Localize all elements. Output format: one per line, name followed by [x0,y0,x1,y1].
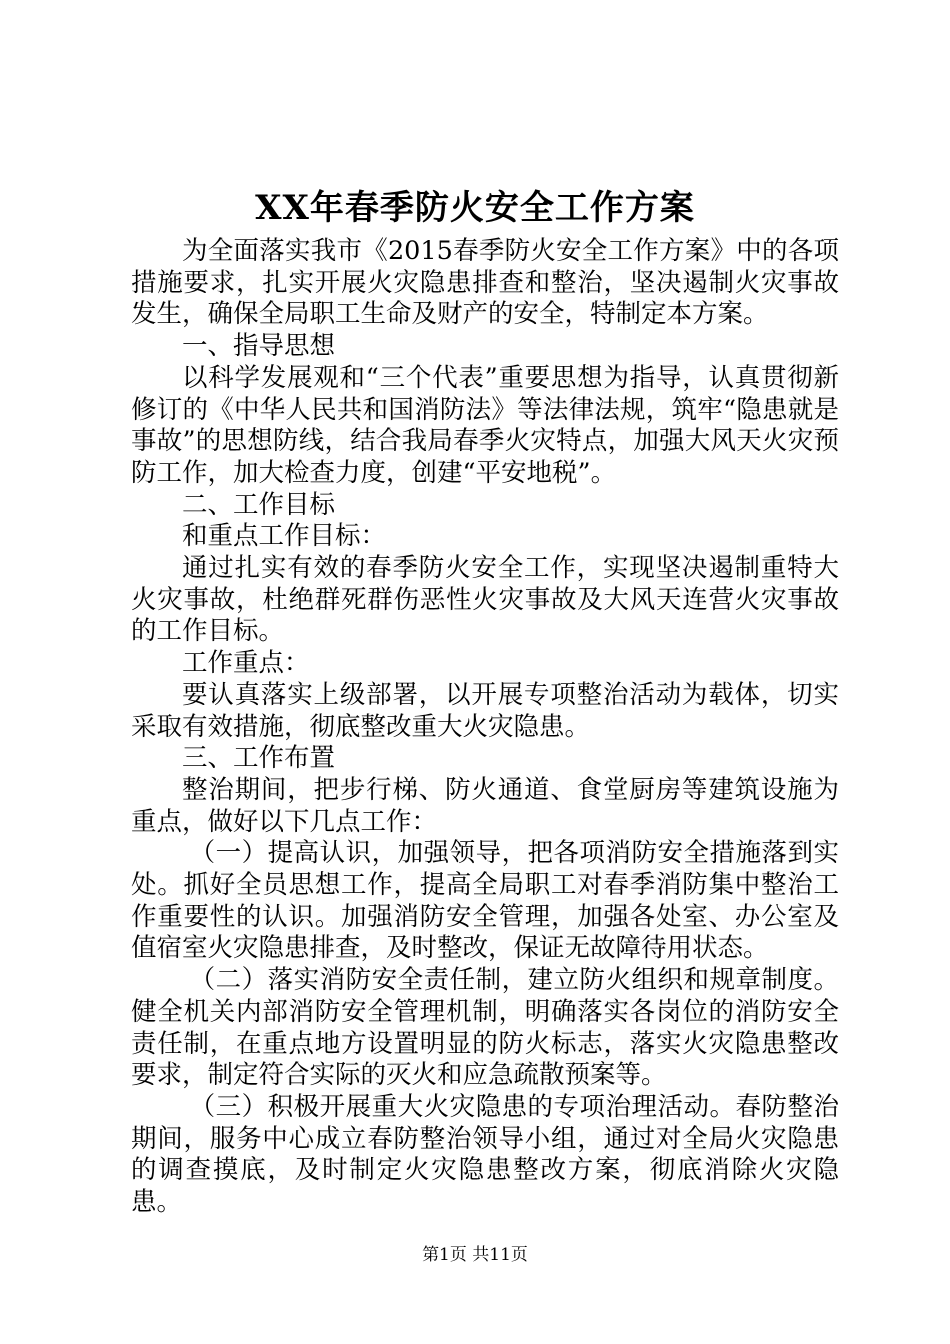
document-body [131,236,839,1219]
arrangement-item-3: （三）积极开展重大火灾隐患的专项治理活动。春防整治期间，服务中心成立春防整治领导小组，通过对全局火灾隐患的调查摸底，及时制定火灾隐患整改方案，彻底消除火灾隐患。 [131,1091,839,1218]
section-heading-work-arrangement: 三、工作布置 [182,743,336,774]
section-heading-guiding-ideology: 一、指导思想 [182,331,336,362]
subheading-work-focus: 工作重点： [182,648,310,679]
arrangement-item-2: （二）落实消防安全责任制，建立防火组织和规章制度。健全机关内部消防安全管理机制，明确落实各岗位的消防安全责任制，在重点地方设置明显的防火标志，落实火灾隐患整改要求，制定符合实际的灭火和应急疏散预案等。 [131,965,839,1091]
work-focus-paragraph: 要认真落实上级部署，以开展专项整治活动为载体，切实采取有效措施，彻底整改重大火灾隐患。 [131,679,839,742]
arrangement-item-1: （一）提高认识，加强领导，把各项消防安全措施落到实处。抓好全员思想工作，提高全局职工对春季消防集中整治工作重要性的认识。加强消防安全管理，加强各处室、办公室及值宿室火灾隐患排查，及时整改，保证无故障待用状态。 [131,838,839,964]
page-number-footer: 第1页 共11页 [422,1245,528,1265]
document-title: XX年春季防火安全工作方案 [255,188,695,228]
work-arrangement-paragraph: 整治期间，把步行梯、防火通道、食堂厨房等建筑设施为重点，做好以下几点工作： [131,774,839,837]
subheading-key-goals: 和重点工作目标： [182,521,387,552]
guiding-ideology-paragraph: 以科学发展观和“三个代表”重要思想为指导，认真贯彻新修订的《中华人民共和国消防法》等法律法规，筑牢“隐患就是事故”的思想防线，结合我局春季火灾特点，加强大风天火灾预防工作，加大检查力度，创建“平安地税”。 [131,362,839,488]
section-heading-work-goals: 二、工作目标 [182,489,336,520]
intro-paragraph: 为全面落实我市《2015春季防火安全工作方案》中的各项措施要求，扎实开展火灾隐患排查和整治，坚决遏制火灾事故发生，确保全局职工生命及财产的安全，特制定本方案。 [131,236,839,330]
work-goals-paragraph: 通过扎实有效的春季防火安全工作，实现坚决遏制重特大火灾事故，杜绝群死群伤恶性火灾事故及大风天连营火灾事故的工作目标。 [131,553,839,647]
